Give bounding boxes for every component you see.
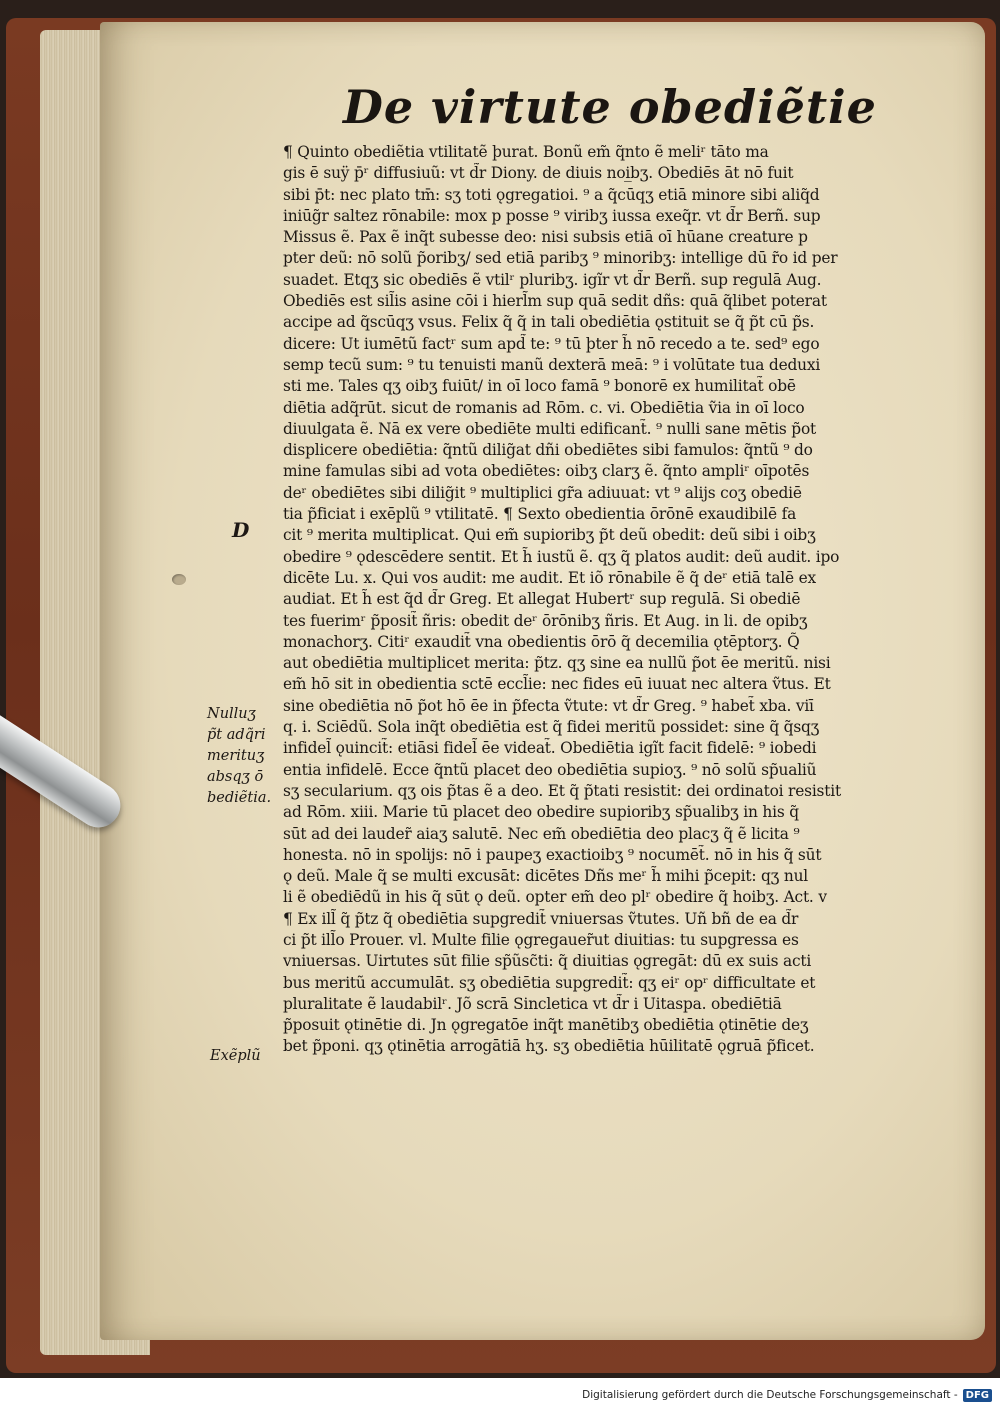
text-line: honesta. nō in spolijs: nō i paupeʒ exactioibʒ ⁹ nocumēt̃. nō in his q̃ sūt: [283, 845, 822, 864]
text-line: diētia adq̃rūt. sicut de romanis ad Rōm. c. vi. Obediētia ṽia in oī loco: [283, 398, 805, 417]
text-line: sʒ secularium. qʒ ois p̃tas ẽ a deo. Et q̃ p̃tati resistit: dei ordinatoi resistit: [283, 781, 841, 800]
margin-note-line: bediẽtia.: [207, 790, 272, 806]
text-line: q. i. Sciēdũ. Sola inq̃t obediētia est q̃ fidei meritũ possidet: sine q̃ q̃sqʒ: [283, 718, 820, 737]
text-line: Missus ẽ. Pax ẽ inq̃t subesse deo: nisi subsis etiā oī hūane creature p: [283, 228, 808, 247]
text-line: tes fuerimʳ p̃posit̃ ñris: obedit deʳ ōrōnibʒ ñris. Et Aug. in li. de opibʒ: [283, 611, 808, 630]
dfg-logo: DFG: [963, 1389, 992, 1402]
paper-hole: [172, 574, 186, 585]
text-line: dicere: Ut iumētũ factʳ sum apd̃ te: ⁹ tū þter h̃ nō recedo a te. sed⁹ ego: [283, 334, 820, 353]
text-line: obedire ⁹ ǫdescēdere sentit. Et h̃ iustũ ẽ. qʒ q̃ platos audit: deũ audit. ipo: [283, 547, 840, 566]
text-line: ǫ deũ. Male q̃ se multi excusāt: dicētes Dñs meʳ h̃ mihi p̃cepit: qʒ nul: [283, 867, 809, 886]
margin-note-line: merituʒ: [207, 748, 265, 764]
body-text-block: [283, 142, 923, 1058]
text-line: Obediēs est sil̃is asine cōi i hierl̃m sup quā sedit dñs: quā q̃libet poterat: [283, 292, 827, 311]
text-line: ¶ Quinto obediẽtia vtilitatẽ þurat. Bonũ em̃ q̃nto ẽ meliʳ tāto ma: [283, 143, 769, 161]
text-line: em̃ hō sit in obedientia sctē eccl̃ie: nec fides eū iuuat nec altera ṽtus. Et: [283, 675, 831, 694]
text-line: sine obediētia nō p̃ot hō ēe in p̃fecta ṽtute: vt d̃r Greg. ⁹ habet̃ xba. viī: [283, 696, 814, 715]
text-line: audiat. Et h̃ est q̃d d̃r Greg. Et allegat Hubertʳ sup regulā. Si obediē: [283, 590, 801, 609]
margin-note-exemplum: Exẽplũ: [210, 1048, 261, 1064]
page-heading: De virtute obediẽtie: [343, 80, 877, 134]
digitization-footer: [582, 1386, 992, 1404]
text-line: deʳ obediētes sibi dilig̃it ⁹ multiplici gr̃a adiuuat: vt ⁹ alijs coʒ obediē: [283, 483, 802, 502]
text-line: iniūg̃r saltez rōnabile: mox p posse ⁹ viribʒ iussa exeq̃r. vt d̃r Berñ. sup: [283, 206, 821, 225]
text-line: sibi p̄t: nec plato tm̄: sʒ toti ǫgregatioi. ⁹ a q̃cūqʒ etiā minore sibi aliq̃d: [283, 185, 820, 204]
text-line: bet p̃poni. qʒ ǫtinētia arrogātiā hʒ. sʒ obediētia hūilitatē ǫgruā p̃ficet.: [283, 1037, 815, 1056]
text-line: vniuersas. Uirtutes sūt filie sp̃ũsc̃ti: q̃ diuitias ǫgregāt: dū ex suis acti: [283, 952, 812, 971]
text-line: displicere obediētia: q̃ntũ dilig̃at dñi obediētes sibi famulos: q̃ntũ ⁹ do: [283, 441, 813, 460]
text-line: dicēte Lu. x. Qui vos audit: me audit. Et iõ rōnabile ẽ q̃ deʳ etiā talē ex: [283, 568, 817, 587]
text-line: cit ⁹ merita multiplicat. Qui em̃ supioribʒ p̃t deũ obedit: deũ sibi i oibʒ: [283, 526, 816, 545]
text-line: sti me. Tales qʒ oibʒ fuiūt/ in oī loco famā ⁹ bonorē ex humilitat̃ obē: [283, 377, 796, 396]
text-line: pter deũ: nō solũ p̃oribʒ/ sed etiā paribʒ ⁹ minoribʒ: intellige dū r̃o id per: [283, 249, 838, 268]
margin-note-line: p̃t adq̃ri: [207, 727, 266, 743]
text-line: monachorʒ. Citiʳ exaudit̃ vna obedientis ōrō q̃ decemilia ǫtēptorʒ. Q̃: [283, 632, 800, 651]
text-line: bus meritũ accumulāt. sʒ obediētia supgredit̃: qʒ eiʳ opʳ difficultate et: [283, 973, 816, 992]
text-line: p̃posuit ǫtinētie di. Jn ǫgregatōe inq̃t manētibʒ obediētia ǫtinētie deʒ: [283, 1016, 809, 1035]
text-line: semp tecũ sum: ⁹ tu tenuisti manũ dexterā meā: ⁹ i volūtate tua deduxi: [283, 355, 821, 374]
text-line: ad Rōm. xiii. Marie tū placet deo obedire supioribʒ sp̃ualibʒ in his q̃: [283, 803, 799, 822]
margin-note-d: D: [232, 518, 250, 542]
text-line: tia p̃ficiat i exēplũ ⁹ vtilitatē. ¶ Sexto obedientia ōrōnē exaudibilē fa: [283, 505, 797, 524]
text-line: li ẽ obediēdũ in his q̃ sūt ǫ deũ. opter em̃ deo plʳ obedire q̃ hoibʒ. Act. v: [283, 888, 827, 907]
text-line: sūt ad dei lauder̃ aiaʒ salutē. Nec em̃ obediētia deo placʒ q̃ ẽ licita ⁹: [283, 824, 800, 843]
margin-note-line: Nulluʒ: [207, 706, 256, 722]
text-line: mine famulas sibi ad vota obediētes: oibʒ clarʒ ẽ. q̃nto ampliʳ oīpotēs: [283, 462, 810, 481]
text-line: pluralitate ẽ laudabilʳ. Jõ scrā Sincletica vt d̃r i Uitaspa. obediētiā: [283, 994, 782, 1013]
text-line: infidel̃ ǫuincit̃: etiāsi fidel̃ ēe videat̃. Obediētia igĩt facit fidelē: ⁹ iobedi: [283, 739, 817, 758]
text-line: gis ē suÿ p̄ʳ diffusiuũ: vt d̃r Diony. de diuis noi̲bʒ. Obediēs āt nō fuit: [283, 164, 794, 183]
text-line: ¶ Ex ill̃ q̃ p̃tz q̃ obediētia supgredit̃ vniuersas ṽtutes. Uñ bñ de ea d̃r: [283, 909, 799, 928]
footer-credit: Digitalisierung gefördert durch die Deutsche Forschungsgemeinschaft -: [582, 1389, 958, 1401]
margin-note-line: absqʒ ō: [207, 769, 264, 785]
text-line: aut obediētia multiplicet merita: p̃tz. qʒ sine ea nullũ p̃ot ēe meritũ. nisi: [283, 654, 831, 673]
text-line: ci p̃t ill̃o Prouer. vl. Multe filie ǫgregauer̃ut diuitias: tu supgressa es: [283, 930, 799, 949]
text-line: entia infidelē. Ecce q̃ntũ placet deo obediētia supioʒ. ⁹ nō solũ sp̃ualiũ: [283, 760, 817, 779]
text-line: suadet. Etqʒ sic obediēs ẽ vtilʳ pluribʒ. igĩr vt d̃r Berñ. sup regulā Aug.: [283, 270, 822, 289]
margin-note-nullus: [207, 704, 287, 809]
text-line: diuulgata ẽ. Nā ex vere obediēte multi edificant̃. ⁹ nulli sane mētis p̃ot: [283, 419, 817, 438]
text-line: accipe ad q̃scūqʒ vsus. Felix q̃ q̃ in tali obediētia ǫstituit se q̃ p̃t cū p̃s.: [283, 313, 815, 332]
